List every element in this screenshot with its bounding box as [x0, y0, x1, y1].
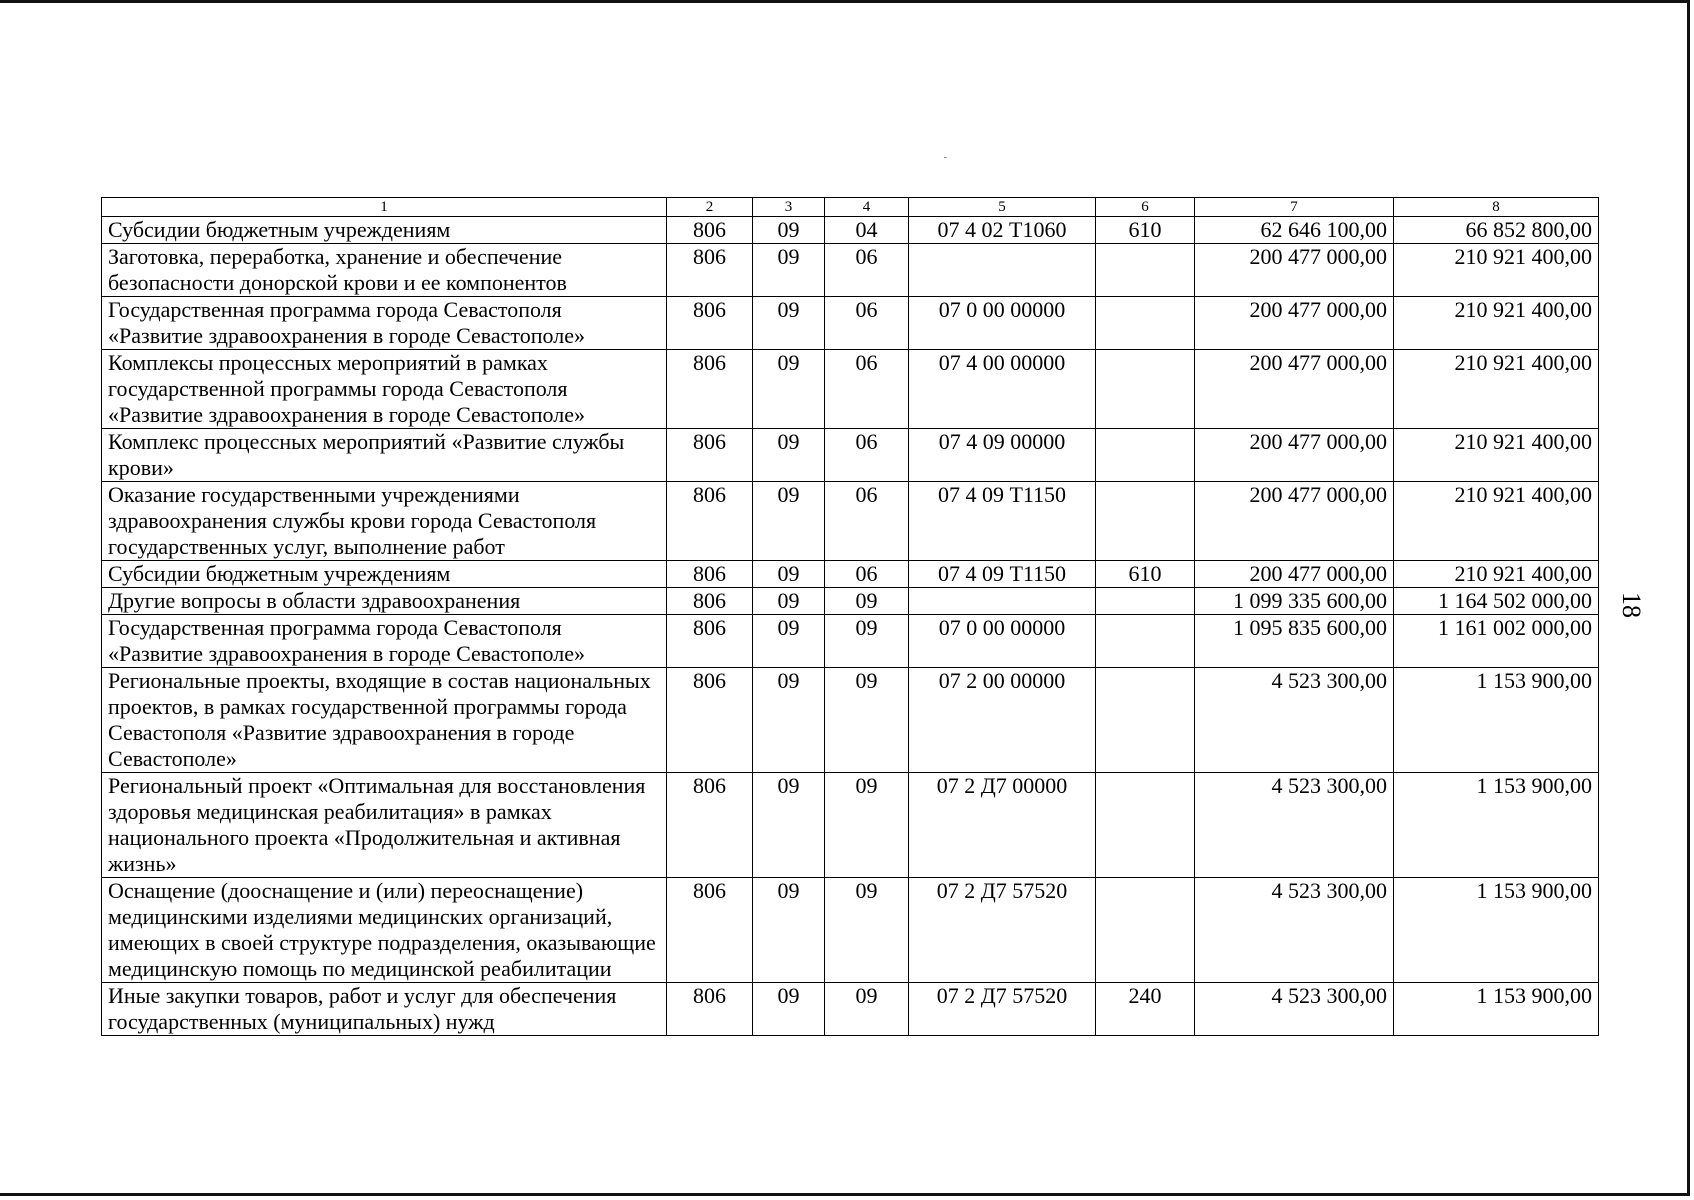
cell-amount-2026: 1 095 835 600,00 [1195, 615, 1394, 668]
page-number: 18 [1617, 592, 1646, 618]
table-row [102, 773, 1599, 878]
cell-section: 09 [753, 588, 825, 615]
cell-amount-2027: 210 921 400,00 [1394, 482, 1599, 561]
cell-target-article: 07 4 09 Т1150 [909, 482, 1096, 561]
header-col-8: 8 [1394, 198, 1599, 217]
cell-name: Комплексы процессных мероприятий в рамках государственной программы города Севастополя «Развитие здравоохранения в городе Севастополе» [102, 350, 667, 429]
table-row [102, 244, 1599, 297]
cell-ministry: 806 [667, 297, 753, 350]
cell-expense-type: 610 [1096, 561, 1195, 588]
cell-ministry: 806 [667, 217, 753, 244]
cell-target-article [909, 588, 1096, 615]
cell-amount-2027: 1 153 900,00 [1394, 878, 1599, 983]
cell-section: 09 [753, 297, 825, 350]
cell-expense-type [1096, 878, 1195, 983]
cell-section: 09 [753, 668, 825, 773]
cell-target-article: 07 4 02 Т1060 [909, 217, 1096, 244]
cell-amount-2026: 200 477 000,00 [1195, 297, 1394, 350]
cell-ministry: 806 [667, 878, 753, 983]
cell-section: 09 [753, 878, 825, 983]
table-row [102, 588, 1599, 615]
table-row [102, 615, 1599, 668]
cell-amount-2027: 210 921 400,00 [1394, 350, 1599, 429]
cell-ministry: 806 [667, 482, 753, 561]
cell-ministry: 806 [667, 429, 753, 482]
table-row [102, 429, 1599, 482]
cell-expense-type: 610 [1096, 217, 1195, 244]
table-row [102, 482, 1599, 561]
cell-target-article: 07 4 09 00000 [909, 429, 1096, 482]
cell-name: Заготовка, переработка, хранение и обеспечение безопасности донорской крови и ее компонентов [102, 244, 667, 297]
cell-ministry: 806 [667, 615, 753, 668]
cell-subsection: 06 [825, 297, 909, 350]
cell-amount-2026: 62 646 100,00 [1195, 217, 1394, 244]
cell-name: Государственная программа города Севастополя «Развитие здравоохранения в городе Севастополе» [102, 615, 667, 668]
cell-ministry: 806 [667, 983, 753, 1036]
cell-section: 09 [753, 773, 825, 878]
cell-amount-2026: 200 477 000,00 [1195, 482, 1394, 561]
header-col-6: 6 [1096, 198, 1195, 217]
header-col-1: 1 [102, 198, 667, 217]
cell-ministry: 806 [667, 588, 753, 615]
cell-ministry: 806 [667, 773, 753, 878]
cell-target-article: 07 0 00 00000 [909, 297, 1096, 350]
table-body [102, 217, 1599, 1036]
cell-amount-2027: 66 852 800,00 [1394, 217, 1599, 244]
header-row [102, 198, 1599, 217]
cell-amount-2027: 1 164 502 000,00 [1394, 588, 1599, 615]
table-row [102, 983, 1599, 1036]
cell-expense-type [1096, 297, 1195, 350]
cell-amount-2026: 4 523 300,00 [1195, 878, 1394, 983]
cell-target-article: 07 2 Д7 57520 [909, 878, 1096, 983]
cell-target-article [909, 244, 1096, 297]
table-row [102, 350, 1599, 429]
cell-section: 09 [753, 983, 825, 1036]
cell-amount-2027: 210 921 400,00 [1394, 244, 1599, 297]
cell-amount-2027: 1 161 002 000,00 [1394, 615, 1599, 668]
cell-expense-type [1096, 350, 1195, 429]
cell-subsection: 06 [825, 482, 909, 561]
cell-ministry: 806 [667, 561, 753, 588]
cell-subsection: 04 [825, 217, 909, 244]
header-col-2: 2 [667, 198, 753, 217]
cell-expense-type [1096, 773, 1195, 878]
scan-artifact [944, 157, 947, 158]
cell-target-article: 07 2 00 00000 [909, 668, 1096, 773]
cell-name: Оказание государственными учреждениями здравоохранения службы крови города Севастополя государственных услуг, выполнение работ [102, 482, 667, 561]
cell-name: Другие вопросы в области здравоохранения [102, 588, 667, 615]
cell-target-article: 07 4 09 Т1150 [909, 561, 1096, 588]
table-row [102, 668, 1599, 773]
cell-target-article: 07 2 Д7 00000 [909, 773, 1096, 878]
table-row [102, 561, 1599, 588]
cell-name: Оснащение (дооснащение и (или) переоснащение) медицинскими изделиями медицинских организаций, имеющих в своей структуре подразделения, оказывающие медицинскую помощь по медицинской реабилитации [102, 878, 667, 983]
header-col-4: 4 [825, 198, 909, 217]
cell-section: 09 [753, 244, 825, 297]
cell-expense-type [1096, 244, 1195, 297]
cell-subsection: 06 [825, 561, 909, 588]
cell-amount-2026: 4 523 300,00 [1195, 773, 1394, 878]
cell-target-article: 07 0 00 00000 [909, 615, 1096, 668]
cell-amount-2026: 200 477 000,00 [1195, 561, 1394, 588]
cell-expense-type [1096, 615, 1195, 668]
cell-section: 09 [753, 217, 825, 244]
cell-subsection: 09 [825, 668, 909, 773]
cell-expense-type [1096, 482, 1195, 561]
cell-subsection: 06 [825, 350, 909, 429]
cell-amount-2026: 4 523 300,00 [1195, 983, 1394, 1036]
cell-subsection: 06 [825, 429, 909, 482]
cell-ministry: 806 [667, 244, 753, 297]
cell-expense-type [1096, 429, 1195, 482]
cell-amount-2027: 210 921 400,00 [1394, 561, 1599, 588]
cell-section: 09 [753, 561, 825, 588]
cell-expense-type: 240 [1096, 983, 1195, 1036]
cell-expense-type [1096, 588, 1195, 615]
cell-name: Субсидии бюджетным учреждениям [102, 217, 667, 244]
cell-amount-2027: 210 921 400,00 [1394, 297, 1599, 350]
cell-name: Субсидии бюджетным учреждениям [102, 561, 667, 588]
cell-amount-2027: 1 153 900,00 [1394, 668, 1599, 773]
cell-expense-type [1096, 668, 1195, 773]
header-col-5: 5 [909, 198, 1096, 217]
cell-amount-2027: 1 153 900,00 [1394, 773, 1599, 878]
cell-amount-2026: 1 099 335 600,00 [1195, 588, 1394, 615]
table-row [102, 297, 1599, 350]
cell-name: Региональные проекты, входящие в состав национальных проектов, в рамках государственной программы города Севастополя «Развитие здравоохранения в городе Севастополе» [102, 668, 667, 773]
cell-subsection: 09 [825, 878, 909, 983]
cell-ministry: 806 [667, 668, 753, 773]
cell-ministry: 806 [667, 350, 753, 429]
cell-subsection: 09 [825, 588, 909, 615]
cell-name: Региональный проект «Оптимальная для восстановления здоровья медицинская реабилитация» в рамках национального проекта «Продолжительная и активная жизнь» [102, 773, 667, 878]
table-row [102, 878, 1599, 983]
cell-name: Государственная программа города Севастополя «Развитие здравоохранения в городе Севастополе» [102, 297, 667, 350]
cell-section: 09 [753, 482, 825, 561]
cell-section: 09 [753, 615, 825, 668]
cell-subsection: 09 [825, 983, 909, 1036]
cell-section: 09 [753, 429, 825, 482]
table-row [102, 217, 1599, 244]
cell-name: Иные закупки товаров, работ и услуг для обеспечения государственных (муниципальных) нужд [102, 983, 667, 1036]
cell-amount-2026: 200 477 000,00 [1195, 429, 1394, 482]
cell-amount-2027: 1 153 900,00 [1394, 983, 1599, 1036]
header-col-7: 7 [1195, 198, 1394, 217]
budget-table [101, 197, 1599, 1036]
cell-name: Комплекс процессных мероприятий «Развитие службы крови» [102, 429, 667, 482]
cell-amount-2027: 210 921 400,00 [1394, 429, 1599, 482]
cell-subsection: 09 [825, 615, 909, 668]
cell-amount-2026: 200 477 000,00 [1195, 350, 1394, 429]
cell-amount-2026: 4 523 300,00 [1195, 668, 1394, 773]
cell-subsection: 06 [825, 244, 909, 297]
cell-subsection: 09 [825, 773, 909, 878]
cell-target-article: 07 4 00 00000 [909, 350, 1096, 429]
cell-amount-2026: 200 477 000,00 [1195, 244, 1394, 297]
header-col-3: 3 [753, 198, 825, 217]
cell-section: 09 [753, 350, 825, 429]
cell-target-article: 07 2 Д7 57520 [909, 983, 1096, 1036]
